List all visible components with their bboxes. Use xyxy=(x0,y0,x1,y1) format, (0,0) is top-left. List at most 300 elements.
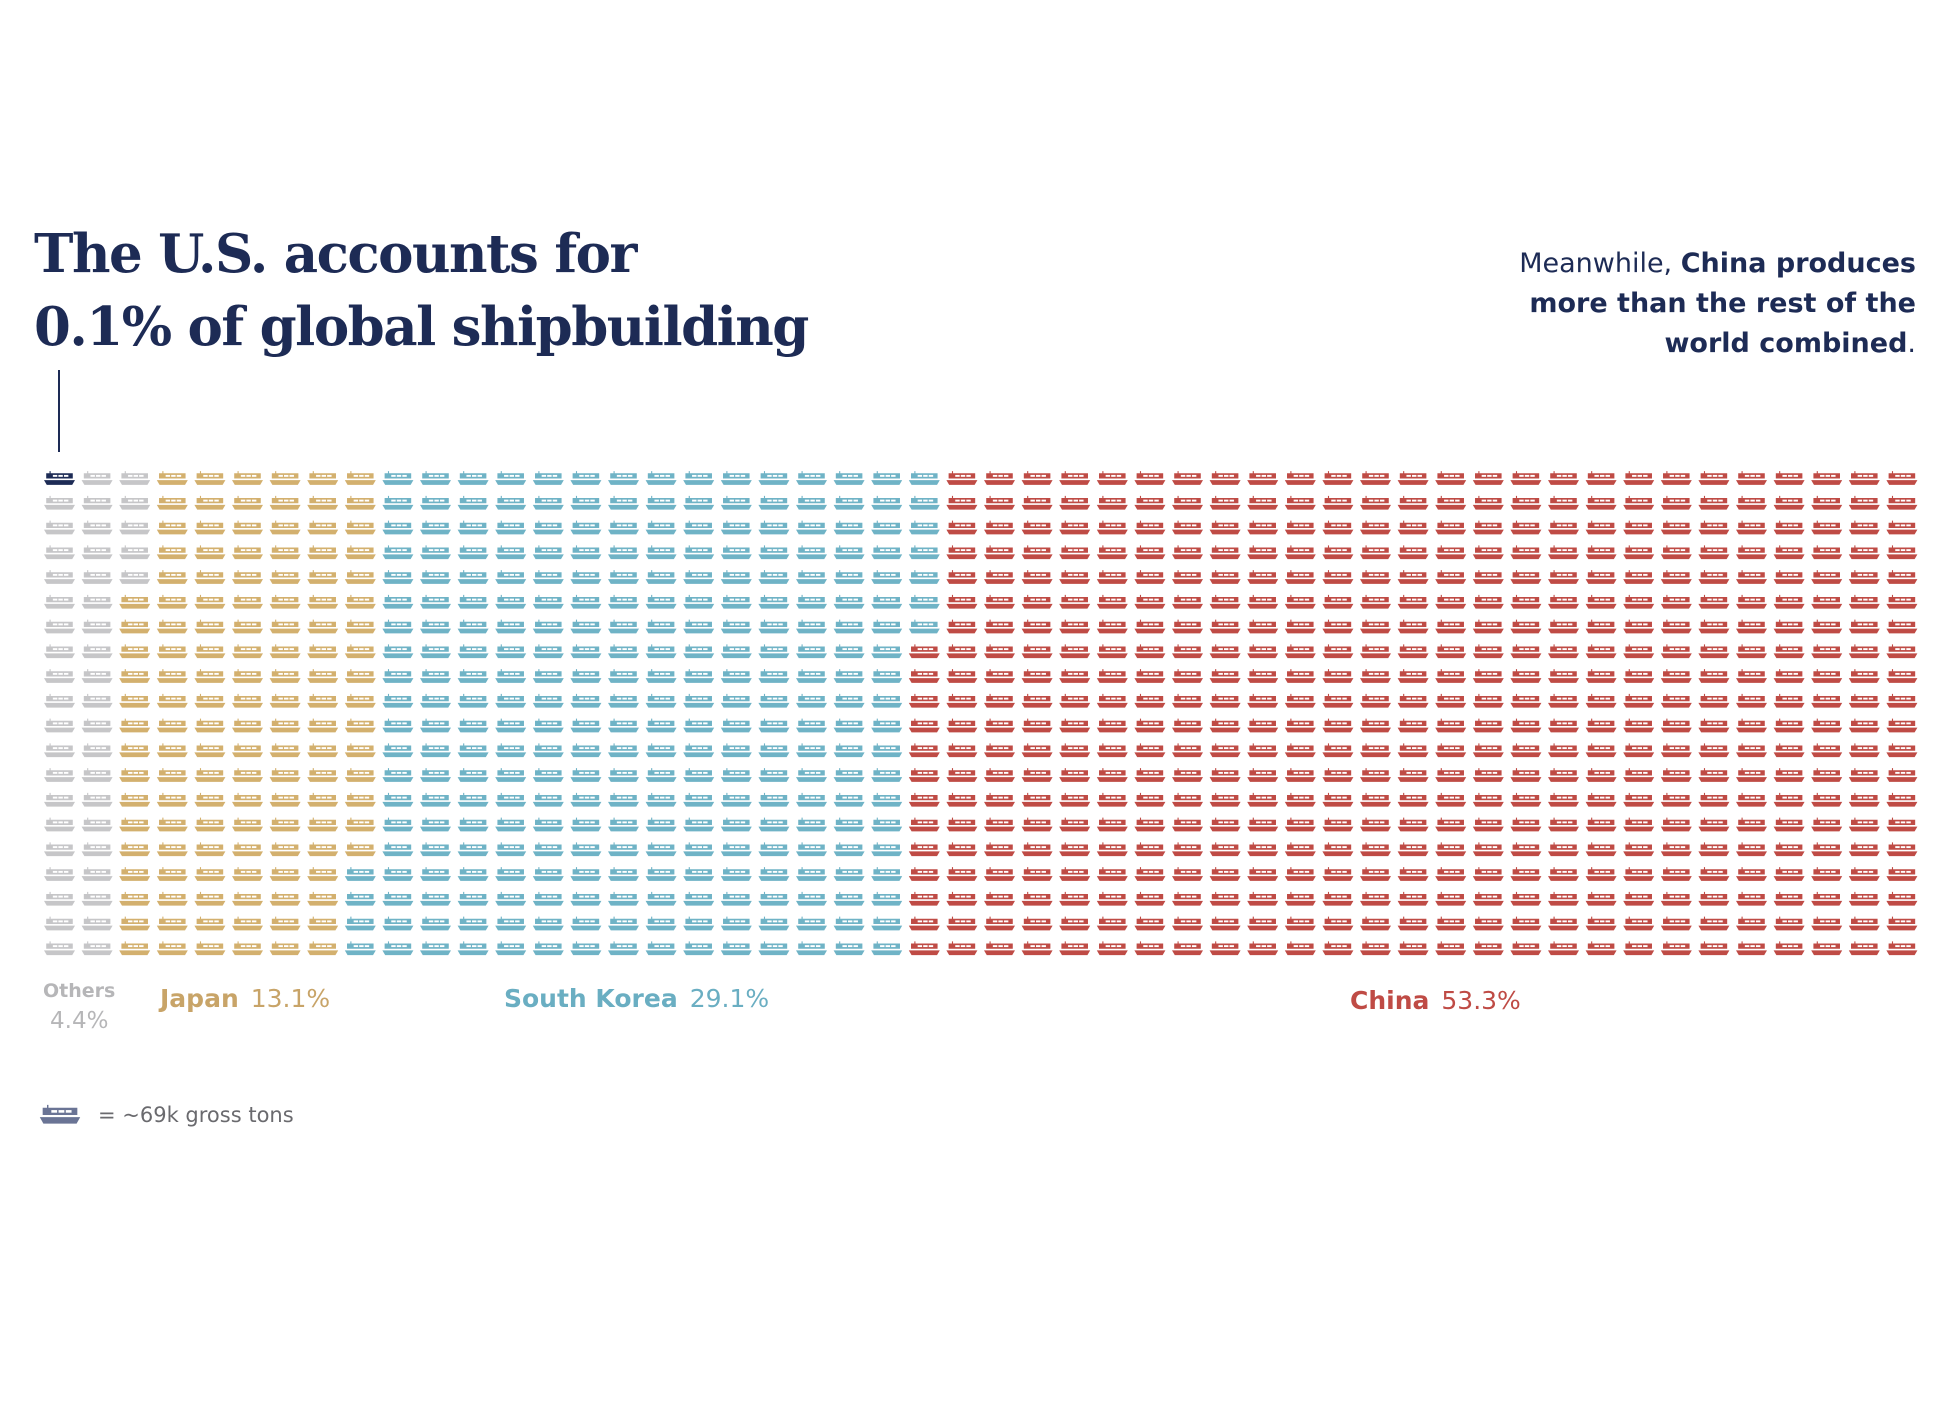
ship-icon-south-korea xyxy=(721,941,752,955)
ship-icon-china xyxy=(1360,521,1391,535)
ship-icon-japan xyxy=(119,644,150,658)
ship-icon-japan xyxy=(270,818,301,832)
ship-icon-china xyxy=(1059,793,1090,807)
ship-icon-others xyxy=(82,545,113,559)
ship-icon-china xyxy=(1811,471,1842,485)
label-china xyxy=(1350,986,1521,1015)
ship-icon-china xyxy=(1172,842,1203,856)
ship-icon-china xyxy=(1285,842,1316,856)
ship-icon-china xyxy=(1736,521,1767,535)
ship-icon-china xyxy=(1886,595,1917,609)
ship-icon-south-korea xyxy=(495,644,526,658)
ship-icon-china xyxy=(1172,620,1203,634)
ship-icon-china xyxy=(1510,743,1541,757)
ship-icon-south-korea xyxy=(683,719,714,733)
ship-icon-south-korea xyxy=(683,595,714,609)
ship-icon-china xyxy=(1172,471,1203,485)
ship-icon-china xyxy=(1510,917,1541,931)
ship-icon-china xyxy=(1811,620,1842,634)
ship-icon-japan xyxy=(307,768,338,782)
ship-icon-china xyxy=(1811,793,1842,807)
ship-icon-south-korea xyxy=(420,867,451,881)
ship-icon-japan xyxy=(345,521,376,535)
ship-icon-south-korea xyxy=(834,496,865,510)
ship-icon-south-korea xyxy=(758,545,789,559)
ship-icon-south-korea xyxy=(458,694,489,708)
ship-icon-south-korea xyxy=(796,768,827,782)
ship-icon-china xyxy=(1473,743,1504,757)
ship-icon-south-korea xyxy=(796,471,827,485)
ship-icon-china xyxy=(984,644,1015,658)
ship-icon-others xyxy=(82,743,113,757)
ship-icon-china xyxy=(909,768,940,782)
ship-icon-south-korea xyxy=(721,892,752,906)
ship-icon-china xyxy=(1322,521,1353,535)
ship-icon-china xyxy=(1661,768,1692,782)
ship-icon-china xyxy=(1811,867,1842,881)
ship-icon-china xyxy=(1473,867,1504,881)
ship-icon-china xyxy=(1510,620,1541,634)
ship-icon-china xyxy=(1435,941,1466,955)
ship-icon-south-korea xyxy=(758,818,789,832)
ship-icon-china xyxy=(1774,892,1805,906)
ship-icon-china xyxy=(1360,620,1391,634)
ship-icon-others xyxy=(44,743,75,757)
ship-icon-south-korea xyxy=(834,768,865,782)
ship-icon-others xyxy=(44,719,75,733)
ship-icon-south-korea xyxy=(758,644,789,658)
ship-icon-south-korea xyxy=(495,917,526,931)
ship-icon-japan xyxy=(307,719,338,733)
ship-icon-china xyxy=(1586,595,1617,609)
ship-icon-japan xyxy=(157,743,188,757)
ship-icon-japan xyxy=(307,793,338,807)
ship-icon-south-korea xyxy=(683,892,714,906)
ship-icon-china xyxy=(1210,892,1241,906)
ship-icon-south-korea xyxy=(796,941,827,955)
ship-icon-south-korea xyxy=(796,867,827,881)
ship-icon-china xyxy=(1134,867,1165,881)
ship-icon-china xyxy=(1774,521,1805,535)
ship-icon-south-korea xyxy=(758,867,789,881)
ship-icon-south-korea xyxy=(758,521,789,535)
ship-icon-south-korea xyxy=(382,595,413,609)
ship-icon-china xyxy=(946,694,977,708)
ship-icon-china xyxy=(946,570,977,584)
ship-icon-china xyxy=(1698,570,1729,584)
ship-icon-china xyxy=(1698,941,1729,955)
ship-icon-china xyxy=(1736,570,1767,584)
ship-icon-south-korea xyxy=(420,793,451,807)
ship-icon-china xyxy=(1548,570,1579,584)
ship-icon-china xyxy=(1247,570,1278,584)
ship-icon-china xyxy=(1059,842,1090,856)
ship-icon-south-korea xyxy=(608,644,639,658)
ship-icon-china xyxy=(1360,867,1391,881)
ship-icon-south-korea xyxy=(608,620,639,634)
ship-icon-south-korea xyxy=(721,793,752,807)
ship-icon-south-korea xyxy=(420,595,451,609)
ship-icon-china xyxy=(1811,719,1842,733)
ship-icon-south-korea xyxy=(533,496,564,510)
ship-icon-japan xyxy=(345,496,376,510)
ship-icon-south-korea xyxy=(683,545,714,559)
ship-icon-china xyxy=(1435,793,1466,807)
ship-icon-china xyxy=(1022,719,1053,733)
ship-icon-china xyxy=(1510,719,1541,733)
ship-icon-south-korea xyxy=(420,545,451,559)
ship-icon-south-korea xyxy=(608,842,639,856)
ship-icon-china xyxy=(1510,793,1541,807)
label-china-pct: 53.3% xyxy=(1441,986,1521,1015)
ship-icon-others xyxy=(44,570,75,584)
ship-icon-south-korea xyxy=(570,867,601,881)
ship-icon-china xyxy=(1322,545,1353,559)
ship-icon-south-korea xyxy=(683,620,714,634)
ship-icon-south-korea xyxy=(495,545,526,559)
ship-icon-china xyxy=(1661,743,1692,757)
ship-icon-japan xyxy=(232,892,263,906)
ship-icon-japan xyxy=(270,545,301,559)
ship-icon-china xyxy=(909,867,940,881)
ship-icon-others xyxy=(82,842,113,856)
ship-icon-japan xyxy=(232,669,263,683)
ship-icon-china xyxy=(1811,521,1842,535)
ship-icon-south-korea xyxy=(345,941,376,955)
ship-icon-china xyxy=(1473,595,1504,609)
ship-icon-china xyxy=(1134,793,1165,807)
ship-icon-china xyxy=(1661,719,1692,733)
ship-icon-china xyxy=(1811,496,1842,510)
ship-icon-china xyxy=(1360,818,1391,832)
ship-icon-china xyxy=(1774,496,1805,510)
ship-icon-china xyxy=(909,917,940,931)
ship-icon-china xyxy=(1097,793,1128,807)
ship-icon-china xyxy=(1285,644,1316,658)
ship-icon-china xyxy=(1435,471,1466,485)
ship-icon-south-korea xyxy=(834,644,865,658)
ship-icon-south-korea xyxy=(382,941,413,955)
ship-icon-south-korea xyxy=(758,471,789,485)
ship-icon-china xyxy=(1736,496,1767,510)
ship-icon-china xyxy=(1322,743,1353,757)
ship-icon-china xyxy=(984,892,1015,906)
ship-icon-china xyxy=(1285,570,1316,584)
ship-icon-south-korea xyxy=(608,496,639,510)
ship-icon-japan xyxy=(157,867,188,881)
ship-icon-china xyxy=(1811,644,1842,658)
ship-icon-japan xyxy=(345,768,376,782)
ship-icon-japan xyxy=(157,842,188,856)
ship-icon-south-korea xyxy=(570,768,601,782)
ship-icon-china xyxy=(1022,917,1053,931)
label-south-korea-pct: 29.1% xyxy=(689,984,770,1013)
ship-icon-south-korea xyxy=(646,719,677,733)
ship-icon-south-korea xyxy=(458,842,489,856)
ship-icon-china xyxy=(1134,669,1165,683)
ship-icon-china xyxy=(1398,793,1429,807)
ship-icon-china xyxy=(1322,620,1353,634)
ship-icon-south-korea xyxy=(646,743,677,757)
ship-icon-china xyxy=(1774,941,1805,955)
ship-icon-china xyxy=(1134,719,1165,733)
ship-icon-china xyxy=(1623,743,1654,757)
ship-icon-china xyxy=(1022,941,1053,955)
ship-icon-china xyxy=(1022,768,1053,782)
ship-icon-japan xyxy=(194,545,225,559)
ship-icon-china xyxy=(1510,694,1541,708)
ship-icon-south-korea xyxy=(834,892,865,906)
ship-icon-china xyxy=(1510,545,1541,559)
ship-icon-china xyxy=(1435,818,1466,832)
ship-icon-south-korea xyxy=(683,793,714,807)
ship-icon-south-korea xyxy=(646,496,677,510)
ship-icon-china xyxy=(1811,669,1842,683)
ship-icon-china xyxy=(1586,694,1617,708)
ship-icon-china xyxy=(1736,892,1767,906)
ship-icon-china xyxy=(1774,793,1805,807)
ship-icon-south-korea xyxy=(721,694,752,708)
ship-icon-south-korea xyxy=(382,818,413,832)
ship-icon-south-korea xyxy=(909,570,940,584)
ship-icon-china xyxy=(1849,595,1880,609)
ship-icon-japan xyxy=(194,892,225,906)
ship-icon-china xyxy=(1811,743,1842,757)
ship-icon-china xyxy=(1247,644,1278,658)
ship-icon-south-korea xyxy=(834,818,865,832)
ship-icon-china xyxy=(1473,545,1504,559)
ship-icon-china xyxy=(1473,842,1504,856)
ship-icon-china xyxy=(1360,545,1391,559)
ship-icon-japan xyxy=(307,595,338,609)
ship-icon-japan xyxy=(270,595,301,609)
ship-icon-china xyxy=(1097,644,1128,658)
ship-icon-south-korea xyxy=(608,941,639,955)
ship-icon-china xyxy=(1849,842,1880,856)
ship-icon-south-korea xyxy=(495,620,526,634)
ship-icon-japan xyxy=(345,743,376,757)
ship-icon-south-korea xyxy=(909,521,940,535)
ship-icon-south-korea xyxy=(382,768,413,782)
ship-icon-china xyxy=(1886,694,1917,708)
ship-icon-china xyxy=(1059,719,1090,733)
ship-icon-china xyxy=(1210,842,1241,856)
ship-icon-south-korea xyxy=(458,644,489,658)
ship-icon-south-korea xyxy=(458,793,489,807)
ship-icon-china xyxy=(1623,818,1654,832)
ship-icon-china xyxy=(1661,644,1692,658)
ship-icon-china xyxy=(1849,793,1880,807)
ship-icon-others xyxy=(82,669,113,683)
ship-icon-south-korea xyxy=(420,620,451,634)
ship-icon-china xyxy=(946,595,977,609)
ship-icon-china xyxy=(1774,595,1805,609)
ship-icon-japan xyxy=(345,669,376,683)
ship-icon-china xyxy=(1360,669,1391,683)
ship-icon-japan xyxy=(270,743,301,757)
ship-icon-south-korea xyxy=(570,694,601,708)
ship-icon-south-korea xyxy=(721,570,752,584)
ship-icon-others xyxy=(119,471,150,485)
ship-icon-south-korea xyxy=(796,743,827,757)
ship-icon-others xyxy=(44,620,75,634)
ship-icon-china xyxy=(1360,694,1391,708)
ship-icon-china xyxy=(1022,521,1053,535)
ship-icon-south-korea xyxy=(495,570,526,584)
ship-icon-china xyxy=(1134,743,1165,757)
ship-icon-south-korea xyxy=(608,669,639,683)
ship-icon-china xyxy=(946,818,977,832)
ship-icon-china xyxy=(1473,669,1504,683)
ship-icon-china xyxy=(1398,743,1429,757)
ship-icon-china xyxy=(1322,719,1353,733)
ship-icon-japan xyxy=(307,818,338,832)
ship-icon-others xyxy=(82,694,113,708)
ship-icon-south-korea xyxy=(683,521,714,535)
ship-icon-south-korea xyxy=(683,471,714,485)
ship-icon-china xyxy=(1473,917,1504,931)
ship-icon-south-korea xyxy=(495,867,526,881)
ship-icon-others xyxy=(44,595,75,609)
ship-icon-china xyxy=(1548,941,1579,955)
ship-icon-south-korea xyxy=(570,669,601,683)
ship-icon-china xyxy=(1623,892,1654,906)
ship-icon-south-korea xyxy=(871,719,902,733)
ship-icon-china xyxy=(984,941,1015,955)
ship-icon-south-korea xyxy=(533,620,564,634)
ship-icon-south-korea xyxy=(683,818,714,832)
ship-icon-china xyxy=(1210,818,1241,832)
ship-icon-china xyxy=(1247,595,1278,609)
ship-icon-south-korea xyxy=(909,620,940,634)
label-japan xyxy=(160,984,330,1013)
ship-icon-china xyxy=(1736,545,1767,559)
ship-icon-south-korea xyxy=(721,595,752,609)
ship-icon-south-korea xyxy=(608,793,639,807)
ship-icon-china xyxy=(1247,892,1278,906)
ship-icon-china xyxy=(1698,793,1729,807)
ship-icon-south-korea xyxy=(646,521,677,535)
ship-icon-china xyxy=(1210,521,1241,535)
ship-icon-south-korea xyxy=(420,743,451,757)
ship-icon-china xyxy=(1134,917,1165,931)
ship-icon-others xyxy=(119,545,150,559)
ship-icon-china xyxy=(1398,818,1429,832)
ship-icon-china xyxy=(1398,521,1429,535)
ship-icon-china xyxy=(1360,570,1391,584)
ship-icon-china xyxy=(1247,620,1278,634)
ship-icon-china xyxy=(1698,496,1729,510)
ship-icon-south-korea xyxy=(646,818,677,832)
ship-icon-china xyxy=(1134,694,1165,708)
ship-icon-china xyxy=(1134,595,1165,609)
ship-icon-south-korea xyxy=(834,570,865,584)
ship-icon-china xyxy=(1059,917,1090,931)
ship-icon-south-korea xyxy=(721,620,752,634)
ship-icon-south-korea xyxy=(796,793,827,807)
ship-icon-south-korea xyxy=(721,842,752,856)
ship-icon-china xyxy=(1586,941,1617,955)
ship-icon-south-korea xyxy=(495,892,526,906)
ship-icon-china xyxy=(1172,521,1203,535)
ship-icon-china xyxy=(1886,669,1917,683)
ship-icon-south-korea xyxy=(871,941,902,955)
ship-icon-china xyxy=(909,743,940,757)
ship-icon-south-korea xyxy=(608,719,639,733)
ship-icon-japan xyxy=(232,941,263,955)
ship-icon-japan xyxy=(119,694,150,708)
ship-icon-japan xyxy=(307,471,338,485)
ship-icon-china xyxy=(984,719,1015,733)
ship-icon-china xyxy=(984,669,1015,683)
ship-icon-south-korea xyxy=(721,917,752,931)
ship-icon-japan xyxy=(194,521,225,535)
ship-icon-japan xyxy=(270,842,301,856)
ship-icon-south-korea xyxy=(683,917,714,931)
ship-icon-japan xyxy=(232,842,263,856)
ship-icon-south-korea xyxy=(796,521,827,535)
ship-icon-china xyxy=(1586,521,1617,535)
ship-icon-south-korea xyxy=(871,570,902,584)
ship-icon-china xyxy=(1661,842,1692,856)
ship-icon-china xyxy=(1059,595,1090,609)
ship-icon-china xyxy=(1698,694,1729,708)
ship-icon-japan xyxy=(270,892,301,906)
ship-icon-south-korea xyxy=(382,545,413,559)
ship-icon-china xyxy=(1398,644,1429,658)
chart-title-line-2: 0.1% of global shipbuilding xyxy=(34,296,808,358)
ship-icon-china xyxy=(1435,545,1466,559)
ship-icon-china xyxy=(1398,941,1429,955)
ship-icon-others xyxy=(119,496,150,510)
ship-icon-china xyxy=(1097,694,1128,708)
ship-icon-china xyxy=(1698,818,1729,832)
ship-icon-south-korea xyxy=(345,867,376,881)
ship-icon-south-korea xyxy=(608,471,639,485)
ship-icon-china xyxy=(1548,644,1579,658)
ship-icon-china xyxy=(946,620,977,634)
ship-icon-south-korea xyxy=(758,496,789,510)
ship-icon-china xyxy=(1736,694,1767,708)
ship-icon-china xyxy=(1398,694,1429,708)
ship-icon-china xyxy=(1586,842,1617,856)
ship-icon-china xyxy=(1022,595,1053,609)
ship-icon-japan xyxy=(345,644,376,658)
ship-icon-china xyxy=(1886,620,1917,634)
ship-icon-china xyxy=(1210,867,1241,881)
ship-icon-japan xyxy=(345,471,376,485)
ship-icon-japan xyxy=(119,719,150,733)
ship-icon-japan xyxy=(157,818,188,832)
ship-icon-others xyxy=(82,471,113,485)
ship-icon-others xyxy=(44,867,75,881)
label-others-name: Others xyxy=(43,980,116,1002)
ship-icon-south-korea xyxy=(646,595,677,609)
ship-icon-china xyxy=(1811,768,1842,782)
ship-icon-china xyxy=(1661,694,1692,708)
ship-icon-japan xyxy=(232,545,263,559)
ship-icon-south-korea xyxy=(533,694,564,708)
ship-icon-china xyxy=(1623,842,1654,856)
ship-icon-japan xyxy=(157,768,188,782)
ship-icon-china xyxy=(1210,743,1241,757)
ship-icon-south-korea xyxy=(834,842,865,856)
ship-icon-china xyxy=(946,768,977,782)
ship-icon-china xyxy=(1097,768,1128,782)
ship-icon-china xyxy=(1247,793,1278,807)
ship-icon-china xyxy=(1586,570,1617,584)
ship-icon-japan xyxy=(157,545,188,559)
